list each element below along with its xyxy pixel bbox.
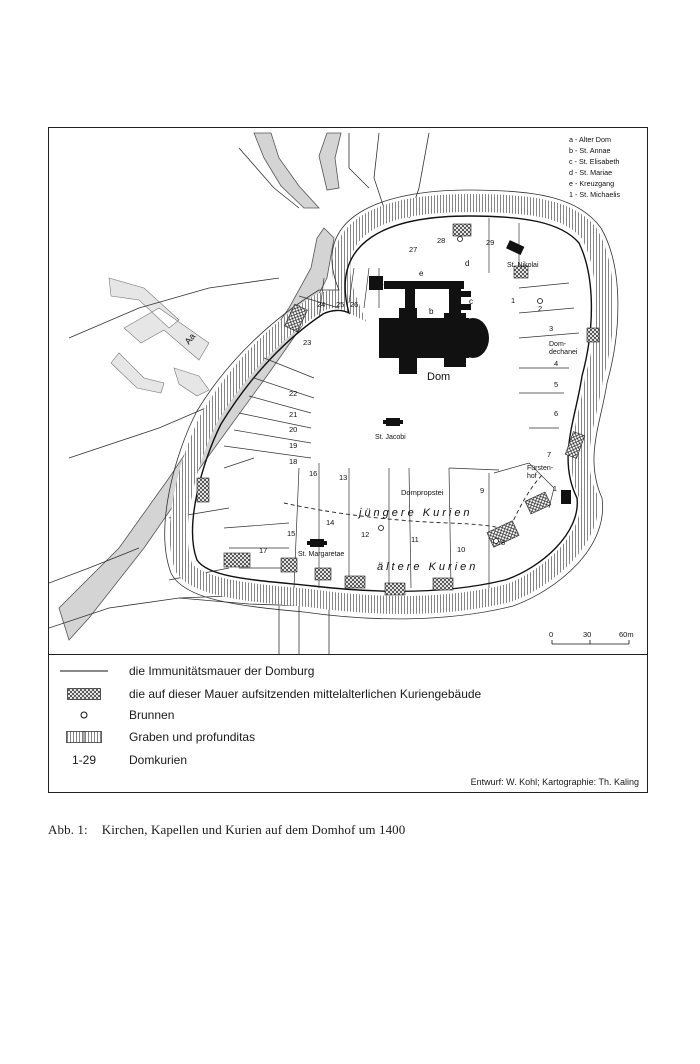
legend-item-wall [59, 661, 314, 681]
svg-text:d - St. Mariae: d - St. Mariae [569, 168, 613, 177]
kurie-number: 27 [409, 245, 418, 254]
kurie-number: 18 [289, 457, 298, 466]
scale-tick: 30 [583, 630, 592, 639]
legend-item-buildings [59, 684, 481, 704]
legend-text: Domkurien [129, 753, 188, 767]
domdechanei-line: Dom- [549, 341, 567, 348]
building-letter: a [379, 278, 384, 287]
st-jacobi-church [383, 418, 403, 426]
kurien-range-label: 1-29 [71, 753, 97, 767]
svg-text:b - St. Annae: b - St. Annae [569, 146, 611, 155]
legend-text: Brunnen [129, 708, 175, 722]
kurie-number: 6 [554, 409, 559, 418]
wall-buildings [197, 224, 599, 595]
scale-tick: 0 [549, 630, 554, 639]
domdechanei-label-line2: dechanei [549, 349, 578, 356]
legend-text: die auf dieser Mauer aufsitzenden mittelalterlichen Kuriengebäude [129, 687, 482, 701]
kurie-number: 23 [303, 338, 312, 347]
immunity-wall [193, 216, 592, 591]
juengere-kurien-label: jüngere Kurien [359, 507, 473, 519]
st-nikolai-label: St. Nikolai [507, 262, 539, 269]
fuerstenhof-label-line2: hof [527, 473, 537, 480]
figure-caption [48, 822, 405, 838]
dom-label: Dom [427, 371, 451, 383]
dompropstei-label: Dompropstei [401, 488, 444, 497]
building-letter: c [469, 297, 473, 306]
domdechanei-label [549, 341, 578, 356]
kurie-number: 11 [411, 535, 419, 544]
kurie-number: 25 [336, 300, 345, 309]
scale-tick: 60m [619, 630, 634, 639]
legend-item-moat [59, 727, 255, 747]
moat-icon [59, 731, 109, 743]
caption-text: Kirchen, Kapellen und Kurien auf dem Domhof um 1400 [101, 822, 406, 837]
map-figure [48, 127, 648, 793]
st-margaretae-church [307, 539, 327, 547]
kurie-number: 16 [309, 469, 318, 478]
svg-text:1 - St. Michaelis: 1 - St. Michaelis [569, 190, 621, 199]
building-letter: d [465, 259, 470, 268]
st-michaelis-gate [561, 490, 571, 504]
gate-number: 1 [553, 486, 557, 493]
river-label: Aa [182, 331, 198, 347]
kurie-number: 4 [554, 359, 559, 368]
map-key [569, 135, 621, 199]
legend-text: Graben und profunditas [129, 730, 256, 744]
kurie-number: 24 [317, 300, 326, 309]
st-nikolai-chapel [506, 240, 524, 255]
kurie-number: 22 [289, 389, 298, 398]
hatch-icon [59, 688, 109, 700]
kurie-number: 21 [289, 410, 298, 419]
line-icon [59, 667, 109, 675]
aeltere-kurien-label: ältere Kurien [377, 561, 479, 573]
kurie-number: 12 [361, 530, 370, 539]
kurie-number: 13 [339, 473, 348, 482]
kurie-number: 10 [457, 545, 466, 554]
kurie-number: 14 [326, 518, 335, 527]
scale-bar [552, 640, 629, 644]
kurie-number: 19 [289, 441, 298, 450]
kurie-number: 8 [501, 538, 506, 547]
legend-item-wells [59, 705, 174, 725]
kurie-number: 1 [511, 296, 516, 305]
legend-text: die Immunitätsmauer der Domburg [129, 664, 315, 678]
circle-icon [59, 710, 109, 720]
svg-text:a - Alter Dom: a - Alter Dom [569, 135, 611, 144]
svg-text:c - St. Elisabeth: c - St. Elisabeth [569, 157, 620, 166]
st-margaretae-label: St. Margaretae [298, 551, 345, 558]
kurie-number: 2 [538, 304, 543, 313]
kurie-number: 9 [480, 486, 485, 495]
building-letter: b [429, 307, 434, 316]
kurie-number: 17 [259, 546, 268, 555]
kurien-boundary [284, 473, 544, 530]
domburg-map [49, 128, 647, 654]
svg-text:e - Kreuzgang: e - Kreuzgang [569, 179, 615, 188]
caption-number: Abb. 1: [48, 822, 88, 837]
kurie-number: 15 [287, 529, 296, 538]
legend-divider [49, 654, 647, 655]
building-letter: e [419, 269, 424, 278]
legend-item-kurien [59, 750, 187, 770]
kurie-number: 20 [289, 425, 298, 434]
river-arm-northeast [319, 133, 341, 190]
kurie-number: 28 [437, 236, 446, 245]
kurie-number: 7 [547, 450, 552, 459]
fuerstenhof-label: Fürsten-hof [527, 465, 554, 480]
kurie-number: 5 [554, 380, 559, 389]
kurie-number: 29 [486, 238, 495, 247]
st-jacobi-label: St. Jacobi [375, 434, 406, 441]
map-credit: Entwurf: W. Kohl; Kartographie: Th. Kaling [470, 777, 639, 787]
kurie-number: 3 [549, 324, 554, 333]
kurie-number: 26 [350, 300, 359, 309]
dom-cathedral [369, 276, 489, 374]
river-arm-north [254, 133, 319, 208]
